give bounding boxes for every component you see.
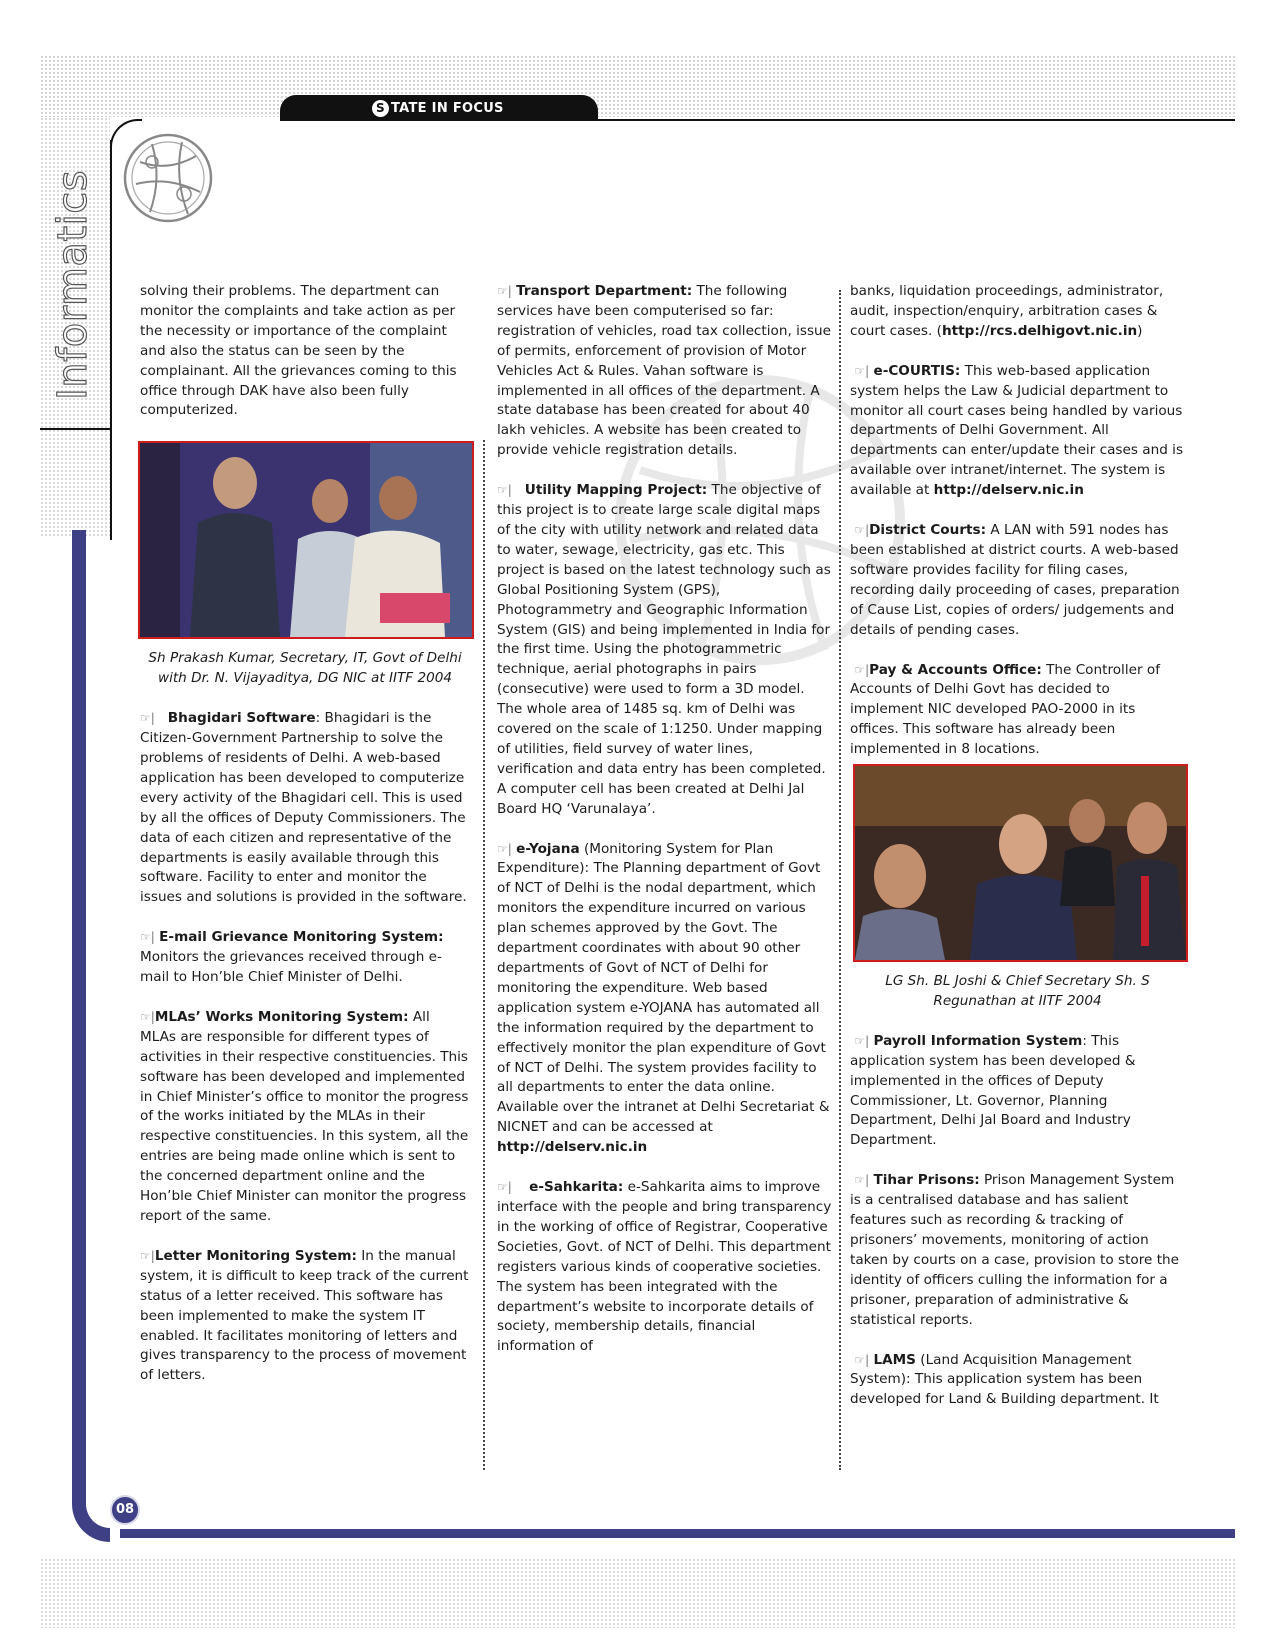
link-rcs[interactable]: http://rcs.delhigovt.nic.in [941,322,1138,339]
item-title: Utility Mapping Project: [524,482,708,499]
pointing-hand-icon: ☞| [140,930,155,945]
item-title: E-mail Grievance Monitoring System: [159,929,444,946]
item-title: Bhagidari Software [167,710,316,727]
nic-logo-icon [122,132,214,224]
intro-text: banks, liquidation proceedings, administrator, audit, inspection/enquiry, arbitration cases & court cases. ( [850,283,1164,339]
header-dot-pattern [40,55,1235,117]
item-title: e-Yojana [516,840,580,857]
column-separator-2 [839,290,841,1470]
pointing-hand-icon: ☞| [854,1173,870,1188]
item-text: All MLAs are responsible for different types of activities in their respective constituencies. This software has been developed and implemented in Chief Minister’s office to monitor the progress of the works initiated by the MLAs in their respective constituencies. In this system, all the entries are being made online which is sent to the concerned department online and the Hon’ble Chief Minister can monitor the progress report of the same. [140,1008,469,1224]
item-title: District Courts: [869,522,987,539]
header-rule [590,119,1235,121]
col1-item-email-grievance [140,928,470,988]
item-text: The objective of this project is to create large scale digital maps of the city with utility network and related data to water, sewage, electricity, gas etc. This project is based on the latest technology such as Global Positioning System (GPS), Photogrammetry and Geographic Information System (GIS) and being implemented in India for the first time. Using the photogrammetric technique, aerial photographs in pairs (consecutive) were used to form a 3D model. The whole area of 1485 sq. km of Delhi was covered on the scale of 1:1250. Under mapping of utilities, field survey of water lines, verification and data entry has been completed. A computer cell has been created at Delhi Jal Board HQ ‘Varunalaya’. [497,482,831,817]
item-title: e-COURTIS: [873,362,961,379]
pointing-hand-icon: ☞| [854,523,870,538]
item-text: In the manual system, it is difficult to keep track of the current status of a letter received. This software has been implemented to make the system IT enabled. It facilitates monitoring of letters and gives transparency to the process of movement of letters. [140,1247,469,1384]
col2-item-utility-mapping [497,481,832,819]
pointing-hand-icon: ☞| [497,483,512,498]
pointing-hand-icon: ☞| [497,841,512,856]
pointing-hand-icon: ☞| [140,1009,155,1024]
item-text: This web-based application system helps the Law & Judicial department to monitor all court cases being handled by various departments of Delhi Government. All departments can enter/update their cases and is available over intranet/internet. The system is available at [850,362,1184,499]
pointing-hand-icon: ☞| [497,284,512,298]
column-2 [497,282,832,1377]
pointing-hand-icon: ☞| [140,711,155,726]
photo-iitf-secretary [138,441,474,639]
col3-item-pay-accounts [850,661,1185,761]
link-delserv[interactable]: http://delserv.nic.in [933,482,1084,499]
sidebar-rule [110,140,112,540]
footer-blue-bar [120,1529,1235,1538]
photo-caption-1: Sh Prakash Kumar, Secretary, IT, Govt of Delhi with Dr. N. Vijayaditya, DG NIC at IITF 2004 [148,650,462,687]
col1-item-bhagidari [140,709,470,908]
col2-item-transport [497,282,832,461]
footer-dot-pattern [40,1558,1235,1628]
item-title: LAMS [873,1351,916,1368]
item-title: e-Sahkarita: [529,1179,624,1196]
item-text: e-Sahkarita aims to improve interface with the people and bring transparency in the working of office of Registrar, Cooperative Societies, Govt. of NCT of Delhi. This department registers various kinds of cooperative societies. The system has been integrated with the department’s website to incorporate details of society, membership details, financial information of [497,1179,832,1355]
sidebar-title: Informatics [50,169,96,400]
pointing-hand-icon: ☞| [854,1352,870,1367]
footer-blue-curve [72,530,110,1542]
section-tab-letter: S [372,100,389,117]
item-text: (Monitoring System for Plan Expenditure): The Planning department of Govt of NCT of Delhi is the nodal department, which monitors the expenditure incurred on various plan schemes approved by the Govt. The department coordinates with about 90 other departments of Govt of NCT of Delhi for monitoring the expenditure. Web based application system e-YOJANA has automated all the information required by the department to effectively monitor the plan expenditure of Govt of NCT of Delhi. The system provides facility to all departments to enter the data online. Available over the intranet at Delhi Secretariat & NICNET and can be accessed at [497,840,830,1136]
item-text: : Bhagidari is the Citizen-Government Partnership to solve the problems of residents of Delhi. A web-based application has been developed to computerize every activity of the Bhagidari cell. This is used by all the offices of Deputy Commissioners. The data of each citizen and representative of the departments is easily available through this software. Facility to enter and monitor the issues and solutions is provided in the software. [140,710,467,906]
item-text: The Controller of Accounts of Delhi Govt has decided to implement NIC developed PAO-2000 in its offices. This software has already been implemented in 8 locations. [850,661,1160,758]
item-text: (Land Acquisition Management System): This application system has been developed for Land & Building department. It [850,1351,1159,1408]
link-delserv[interactable]: http://delserv.nic.in [497,1139,648,1156]
item-title: Letter Monitoring System: [154,1247,357,1264]
item-text: A LAN with 591 nodes has been established at district courts. A web-based software provides facility for filing cases, recording daily proceeding of cases, preparation of Cause List, copies of orders/ judgements and details of pending cases. [850,522,1180,638]
col1-intro: solving their problems. The department can monitor the complaints and take action as per the necessity or importance of the complaint and also the status can be seen by the complainant. All the grievances coming to this office through DAK have also been fully computerized. [140,283,457,419]
item-title: MLAs’ Works Monitoring System: [154,1008,409,1025]
photo-iitf-lg [853,764,1188,962]
page-number: 08 [110,1495,140,1525]
pointing-hand-icon: ☞| [854,1033,870,1048]
item-title: Payroll Information System [873,1032,1083,1049]
col1-item-letter-monitoring [140,1247,470,1386]
column-3 [850,282,1185,1430]
col3-item-payroll [850,1032,1185,1151]
item-title: Transport Department: [516,283,693,299]
section-tab [280,95,598,121]
photo-caption-2: LG Sh. BL Joshi & Chief Secretary Sh. S Regunathan at IITF 2004 [885,973,1150,1009]
col3-item-tihar [850,1171,1185,1330]
pointing-hand-icon: ☞| [140,1248,155,1263]
column-1 [140,282,470,1406]
col2-item-e-sahkarita [497,1178,832,1357]
col3-item-lams [850,1351,1185,1411]
item-title: Tihar Prisons: [873,1172,980,1189]
item-title: Pay & Accounts Office: [869,661,1042,678]
pointing-hand-icon: ☞| [854,662,870,677]
pointing-hand-icon: ☞| [854,363,870,378]
col2-item-e-yojana [497,840,832,1159]
item-text: Monitors the grievances received through e-mail to Hon’ble Chief Minister of Delhi. [140,949,442,986]
section-tab-label: TATE IN FOCUS [391,100,504,116]
column-separator-1 [483,440,485,1470]
item-text: : This application system has been developed & implemented in the offices of Deputy Commissioner, Lt. Governor, Planning Department, Delhi Jal Board and Industry Department. [850,1032,1136,1149]
col3-item-district-courts [850,521,1185,640]
col3-intro [850,282,1185,342]
item-text: Prison Management System is a centralised database and has salient features such as recording & tracking of prisoners’ movements, monitoring of action taken by courts on a case, provision to store the identity of officers culling the information for a prisoner, preparation of administrative & statistical reports. [850,1172,1180,1328]
col1-item-mlas-works [140,1008,470,1227]
intro-end: ) [1137,322,1143,339]
col3-item-e-courtis [850,362,1185,501]
sidebar-rule-cap [40,428,112,430]
pointing-hand-icon: ☞| [497,1180,512,1195]
item-text: The following services have been computerised so far: registration of vehicles, road tax collection, issue of permits, enforcement of provision of Motor Vehicles Act & Rules. Vahan software is implemented in all offices of the department. A state database has been created for about 40 lakh vehicles. A website has been created to provide vehicle registration details. [497,283,832,459]
